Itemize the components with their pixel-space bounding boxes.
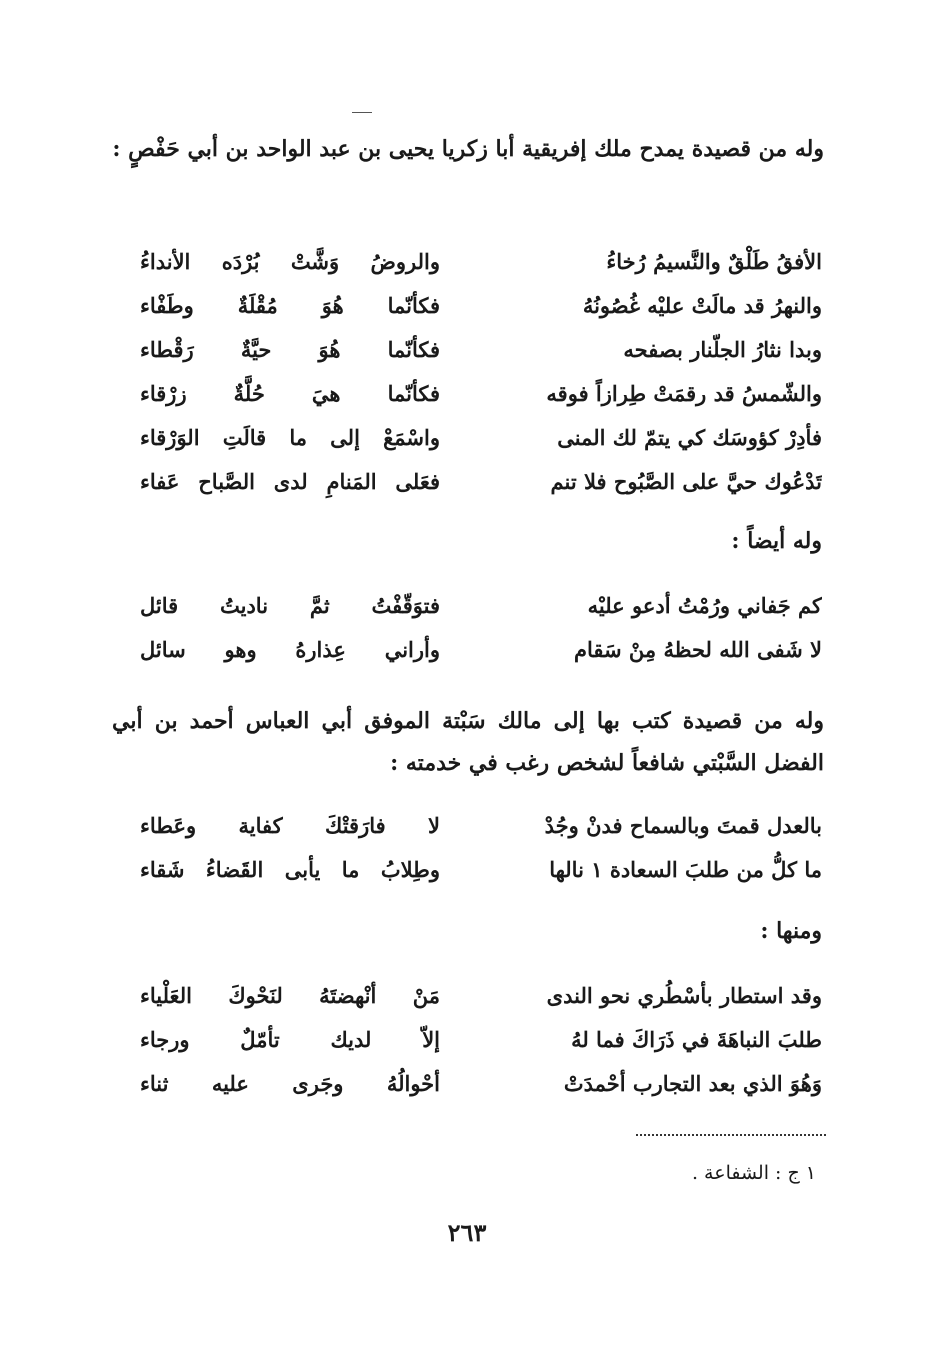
footnote-divider — [636, 1134, 826, 1136]
verse-line — [140, 628, 822, 672]
verse-second-hemistich: أحْوالُهُ وجَرى عليه ثناء — [140, 1071, 440, 1096]
verse-second-hemistich: والروضُ وَشَّتْ بُرْدَه الأنداءُ — [140, 249, 440, 274]
verse-line — [140, 1018, 822, 1062]
verse-line — [140, 1062, 822, 1106]
verse-first-hemistich: طلبَ النباهَةَ في ذَرَاكَ فما لهُ — [571, 1027, 822, 1052]
verse-second-hemistich: فتوَقّفْتُ ثمَّ ناديتُ قائل — [140, 593, 440, 618]
verse-first-hemistich: والنهرُ قد مالَتْ عليْه غُصُونُهُ — [582, 293, 822, 318]
verse-line — [140, 974, 822, 1018]
verse-first-hemistich: وبدا نثارُ الجلّنار بصفحه — [623, 337, 822, 362]
verse-second-hemistich: إلاّ لديك تأمّلٌ ورجاء — [140, 1027, 440, 1052]
intro-heading-4: ومنها : — [760, 918, 822, 944]
verse-second-hemistich: فعَلى المَنامِ لدى الصَّباح عَفاء — [140, 469, 440, 494]
poem-stanza-3 — [140, 804, 822, 892]
verse-first-hemistich: وَهُوَ الذي بعد التجارب أحْمدَتْ — [563, 1071, 822, 1096]
footnote: ١ ج : الشفاعة . — [691, 1162, 816, 1184]
verse-line — [140, 328, 822, 372]
verse-first-hemistich: تَدْعُوك حيَّ على الصَّبُوح فلا تنم — [550, 469, 822, 494]
poem-stanza-4 — [140, 974, 822, 1106]
intro-paragraph-1: وله من قصيدة يمدح ملك إفريقية أبا زكريا يحيى بن عبد الواحد بن أبي حَفْصٍ : — [112, 136, 824, 162]
verse-line — [140, 584, 822, 628]
top-dash-mark — [352, 112, 372, 113]
verse-first-hemistich: بالعدل قمتَ وبالسماح فدنْ وجُدْ — [544, 813, 822, 838]
verse-first-hemistich: لا شَفى الله لحظهُ مِنْ سَقام — [574, 637, 822, 662]
verse-first-hemistich: ما كلُّ من طلبَ السعادة ١ نالها — [549, 857, 822, 882]
intro-paragraph-3: وله من قصيدة كتب بها إلى مالك سَبْتة الموفق أبي العباس أحمد بن أبي الفضل السَّبْتي شافعاً لشخص رغب في خدمته : — [112, 708, 824, 776]
verse-first-hemistich: والشّمسُ قد رقمَتْ طِرازاً فوقه — [546, 381, 822, 406]
page-number: ٢٦٣ — [447, 1218, 487, 1247]
verse-line — [140, 804, 822, 848]
verse-second-hemistich: وطِلابُ ما يأبى القَضاءُ شَقاء — [140, 857, 440, 882]
intro-heading-2: وله أيضاً : — [731, 528, 822, 554]
verse-second-hemistich: فكأنّما هُوَ مُقْلَةٌ وطَفْاء — [140, 293, 440, 318]
verse-line — [140, 848, 822, 892]
verse-second-hemistich: فكأنّما هُوَ حيَّةٌ رَقْطاء — [140, 337, 440, 362]
verse-second-hemistich: لا فارَقتْكَ كفاية وعَطاء — [140, 813, 440, 838]
verse-line — [140, 416, 822, 460]
verse-first-hemistich: فأدِرْ كؤوسَك كي يتمّ لك المنى — [557, 425, 822, 450]
verse-first-hemistich: وقد استطار بأسْطُري نحو الندى — [546, 983, 822, 1008]
poem-stanza-2 — [140, 584, 822, 672]
poem-stanza-1 — [140, 240, 822, 504]
verse-second-hemistich: مَنْ أنْهضتَهُ لنَحْوكَ العَلْياء — [140, 983, 440, 1008]
verse-second-hemistich: فكأنّما هيَ حُلَّةٌ زرْقاء — [140, 381, 440, 406]
verse-line — [140, 460, 822, 504]
verse-first-hemistich: الأفقُ طَلْقٌ والنَّسيمُ رُخاءُ — [606, 249, 822, 274]
verse-line — [140, 372, 822, 416]
verse-line — [140, 240, 822, 284]
verse-second-hemistich: وأراني عِذارهُ وهو سائل — [140, 637, 440, 662]
verse-second-hemistich: واسْمَعْ إلى ما قالَتِ الوَرْقاء — [140, 425, 440, 450]
verse-line — [140, 284, 822, 328]
verse-first-hemistich: كم جَفاني ورُمْتُ أدعو عليْه — [587, 593, 822, 618]
